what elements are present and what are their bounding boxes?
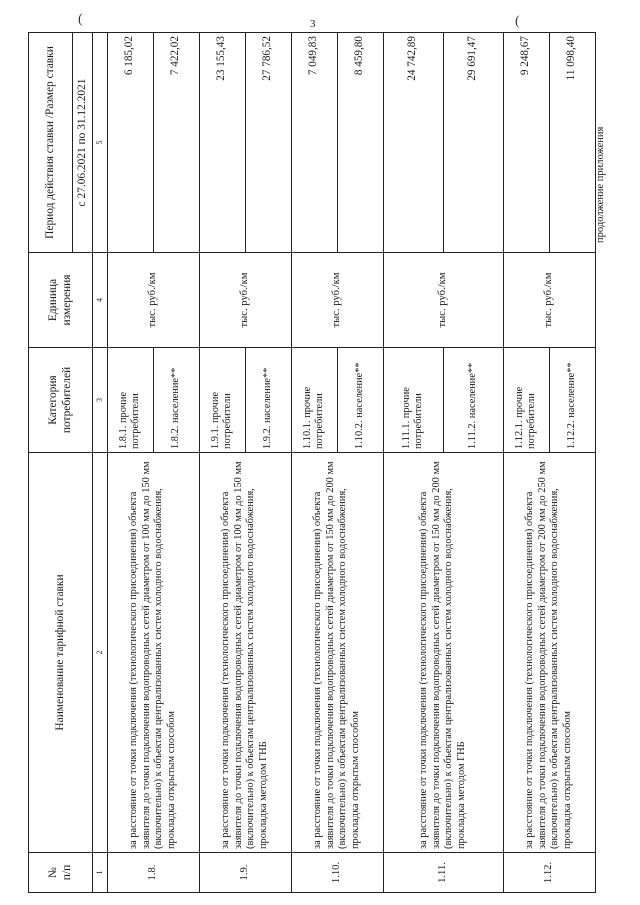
unit-cell: тыс. руб./км: [107, 253, 199, 348]
consumer-category: 1.9.2. население**: [245, 348, 291, 453]
consumer-category: 1.10.1. прочие потребители: [291, 348, 337, 453]
left-bracket-mark: (: [78, 12, 83, 27]
row-number: 1.10.: [291, 853, 383, 893]
consumer-category: 1.10.2. население**: [337, 348, 383, 453]
table-row: [383, 33, 443, 893]
rate-value: 24 742,89: [383, 33, 443, 253]
table-row: [503, 33, 549, 893]
col-number: 2: [93, 453, 108, 853]
rate-name: за расстояние от точки подключения (технологического присоединения) объекта заявителя до точки подключения водопроводных сетей диаметром от 150 мм до 200 мм (включительно) к объектам централизованных систем холодного водоснабжения, прокладка методом ГНБ: [383, 453, 503, 853]
consumer-category: 1.9.1. прочие потребители: [199, 348, 245, 453]
rate-value: 6 185,02: [107, 33, 153, 253]
consumer-category: 1.12.1. прочие потребители: [503, 348, 549, 453]
rate-name: за расстояние от точки подключения (технологического присоединения) объекта заявителя до точки подключения водопроводных сетей диаметром от 100 мм до 150 мм (включительно) к объектам централизованных систем холодного водоснабжения, прокладка открытым способом: [107, 453, 199, 853]
unit-cell: тыс. руб./км: [199, 253, 291, 348]
tariff-table: [28, 32, 596, 893]
rate-value: 7 049,83: [291, 33, 337, 253]
rate-name: за расстояние от точки подключения (технологического присоединения) объекта заявителя до точки подключения водопроводных сетей диаметром от 100 мм до 150 мм (включительно) к объектам централизованных систем холодного водоснабжения, прокладка методом ГНБ: [199, 453, 291, 853]
header-period: Период действия ставки /Размер ставки: [29, 33, 73, 253]
header-name: Наименование тарифной ставки: [29, 453, 93, 853]
header-number: № п/п: [29, 853, 93, 893]
rate-value: 8 459,80: [337, 33, 383, 253]
rate-name: за расстояние от точки подключения (технологического присоединения) объекта заявителя до точки подключения водопроводных сетей диаметром от 150 мм до 200 мм (включительно) к объектам централизованных систем холодного водоснабжения, прокладка открытым способом: [291, 453, 383, 853]
row-number: 1.11.: [383, 853, 503, 893]
rate-value: 27 786,52: [245, 33, 291, 253]
header-category: Категория потребителей: [29, 348, 93, 453]
rotated-document: [20, 13, 620, 893]
consumer-category: 1.11.1. прочие потребители: [383, 348, 443, 453]
row-number: 1.12.: [503, 853, 595, 893]
col-number: 3: [93, 348, 108, 453]
rate-name: за расстояние от точки подключения (технологического присоединения) объекта заявителя до точки подключения водопроводных сетей диаметром от 200 мм до 250 мм (включительно) к объектам централизованных систем холодного водоснабжения, прокладка открытым способом: [503, 453, 595, 853]
row-number: 1.9.: [199, 853, 291, 893]
table-row: [199, 33, 245, 893]
rate-value: 29 691,47: [443, 33, 503, 253]
table-row: [107, 33, 153, 893]
continuation-heading: продолжение приложения: [595, 126, 606, 243]
rate-value: 7 422,02: [153, 33, 199, 253]
col-number: 1: [93, 853, 108, 893]
consumer-category: 1.8.1. прочие потребители: [107, 348, 153, 453]
unit-cell: тыс. руб./км: [503, 253, 595, 348]
row-number: 1.8.: [107, 853, 199, 893]
rate-value: 9 248,67: [503, 33, 549, 253]
unit-cell: тыс. руб./км: [291, 253, 383, 348]
header-period-dates: с 27.06.2021 по 31.12.2021: [73, 33, 93, 253]
page-number: 3: [310, 18, 316, 30]
col-number: 4: [93, 253, 108, 348]
right-bracket-mark: (: [515, 14, 520, 29]
consumer-category: 1.8.2. население**: [153, 348, 199, 453]
unit-cell: тыс. руб./км: [383, 253, 503, 348]
rate-value: 23 155,43: [199, 33, 245, 253]
consumer-category: 1.11.2. население**: [443, 348, 503, 453]
col-number: 5: [93, 33, 108, 253]
header-unit: Единица измерения: [29, 253, 93, 348]
table-row: [291, 33, 337, 893]
rate-value: 11 098,40: [549, 33, 595, 253]
consumer-category: 1.12.2. население**: [549, 348, 595, 453]
